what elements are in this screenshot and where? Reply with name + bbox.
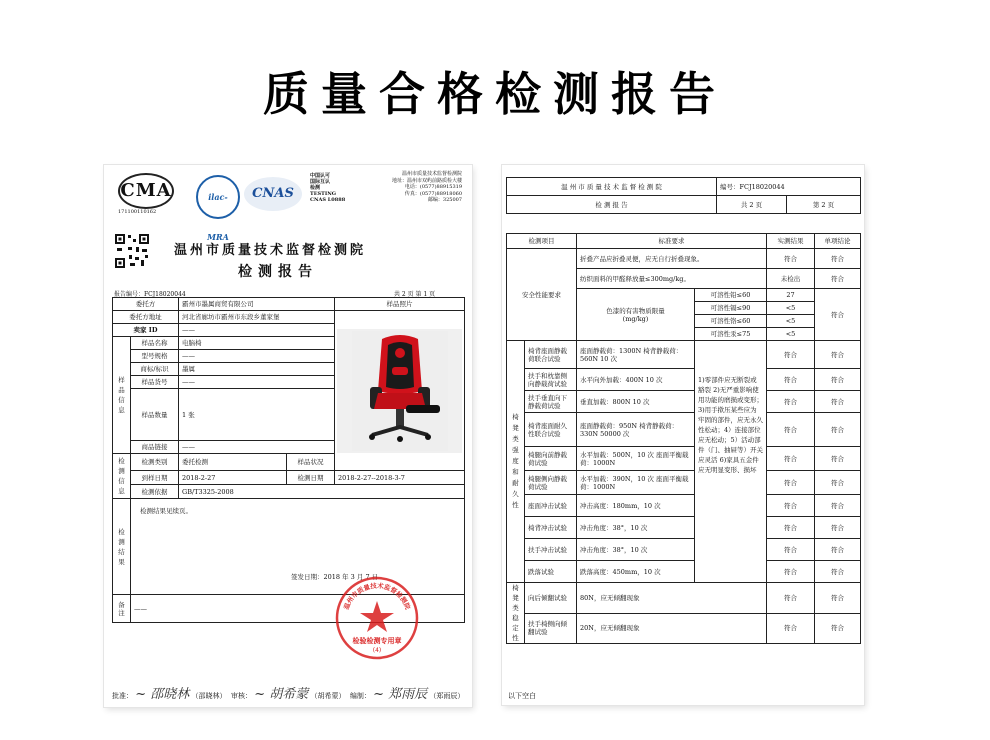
footer-note: 以下空白 bbox=[508, 692, 536, 700]
page-indicator: 共 2 页 第 1 页 bbox=[394, 291, 436, 298]
header-table: 温 州 市 质 量 技 术 监 督 检 测 院 编号：FCJ18020044 检 测 报 告 共 2 页 第 2 页 bbox=[506, 177, 861, 214]
qr-code-icon bbox=[114, 233, 150, 269]
seal-text: 温州市质量技术监督检测院 bbox=[342, 581, 412, 611]
report-page-2 bbox=[502, 165, 864, 705]
conclusion-text: 检测结果见续页。 bbox=[140, 507, 192, 515]
seal-subtitle: 检验检测专用章 bbox=[352, 637, 402, 645]
approver-signature: ~ 邵晓林 bbox=[135, 687, 190, 702]
cma-number: 171100110162 bbox=[118, 209, 157, 215]
cma-logo: CMA bbox=[118, 173, 174, 209]
report-title: 检测报告 bbox=[238, 264, 318, 280]
cnas-logo: CNAS bbox=[244, 177, 302, 211]
seal-number: (4) bbox=[372, 647, 382, 654]
ilac-mra-logo: ilac-MRA bbox=[196, 175, 240, 219]
issue-date: 签发日期：2018 年 3 月 7 日 bbox=[291, 573, 379, 581]
report-number: 报告编号：FCJ18020044 bbox=[114, 291, 186, 298]
pass-criteria: 1)零部件应无断裂或豁裂 2)无严重影响使用功能的磨损或变形；3)用手揿压某些应为牢固的部件，应无永久性松动；4）连接部位应无松动；5）活动部件（门、抽屉等）开关应灵活 6)家具五金件应无明显变形、损坏 bbox=[695, 341, 767, 583]
page-title: 质量合格检测报告 bbox=[263, 67, 727, 121]
report-page-1 bbox=[104, 165, 472, 707]
reviewer-signature: ~ 胡希蒙 bbox=[254, 687, 309, 702]
compiler-signature: ~ 郑雨辰 bbox=[373, 687, 428, 702]
info-table: 委托方 霸州市墨属商贸有限公司 样品照片 委托方地址 河北省廊坊市霸州市东段乡董家堡 卖家 ID —— 样品信息 样品名称 电脑椅 型号规格 —— 商标/标识 墨属 样品货号 —— 样品数量 1 张 商品链接 —— 检测信息 检测类别 委托检测 样品状况 到样日期 2018-2-27 检测日期 2018-2-27--2018-3-7 检测依据 GB/T3325-2008 检测结果 检测结果见续页。 签发日期：2018 年 3 月 7 日 备注 —— bbox=[112, 297, 465, 623]
accreditation-text: 中国认可 国际互认 检测 TESTING CNAS L0888 bbox=[310, 173, 346, 203]
gaming-chair-image bbox=[352, 331, 448, 451]
signature-row: 批准： ~ 邵晓林 （邵晓林） 审核： ~ 胡希蒙 （胡希蒙） 编制： ~ 郑雨辰 （郑雨辰） bbox=[112, 687, 465, 702]
institute-name: 温州市质量技术监督检测院 bbox=[174, 243, 367, 258]
official-seal bbox=[334, 575, 420, 661]
institute-address: 温州市质量技术监督检测院 地址：温州市双屿前路质检大楼 电话：(0577)88915319 传真：(0577)88918060 邮编：325007 bbox=[391, 171, 462, 203]
results-table: 检测项目 标准要求 实测结果 单项结论 安全性能要求 折叠产品应折叠灵便，应无自行折叠现象。 符合 符合 纺织面料的甲醛释放量≤300mg/kg。 未检出 符合 色漆的有害物质限量 (mg/kg) 可溶性铅≤60 27 符合 可溶性镉≤90 <5 可溶性铬≤60 <5 可溶性汞≤75 <5 椅凳类强度和耐久性 椅背座面静载荷联合试验 座面静载荷：1300N 椅背静载荷：560N 10 次 1)零部件应无断裂或豁裂 2)无严重影响使用功能的磨损或变形；3)用手揿压某些应为牢固的部件，应无永久性松动；4）连接部位应无松动；5）活动部件（门、抽屉等）开关应灵活 6)家具五金件应无明显变形、损坏 符合 符合 扶手和枕靠侧向静载荷试验 水平向外加载：400N 10 次 符合 符合 扶手垂直向下静载荷试验 垂直加载：800N 10 次 符合 符合 椅背座面耐久性联合试验 座面静载荷：950N 椅背静载荷：330N 50000 次 符合 符合 椅腿向前静载荷试验 水平加载：500N，10 次 座面平衡载荷：1000N 符合 符合 椅腿侧向静载荷试验 水平加载：390N，10 次 座面平衡载荷：1000N 符合 符合 座面冲击试验 冲击高度：180mm，10 次 符合 符合 椅背冲击试验 冲击角度：38°，10 次 符合 符合 扶手冲击试验 冲击角度：38°，10 次 符合 符合 跌落试验 跌落高度：450mm，10 次 符合 符合 椅凳类稳定性 向后倾翻试验 80N，应无倾翻现象 符合 符合 扶手椅侧向倾翻试验 20N，应无倾翻现象 符合 符合 bbox=[506, 233, 861, 644]
sample-photo bbox=[335, 311, 465, 471]
